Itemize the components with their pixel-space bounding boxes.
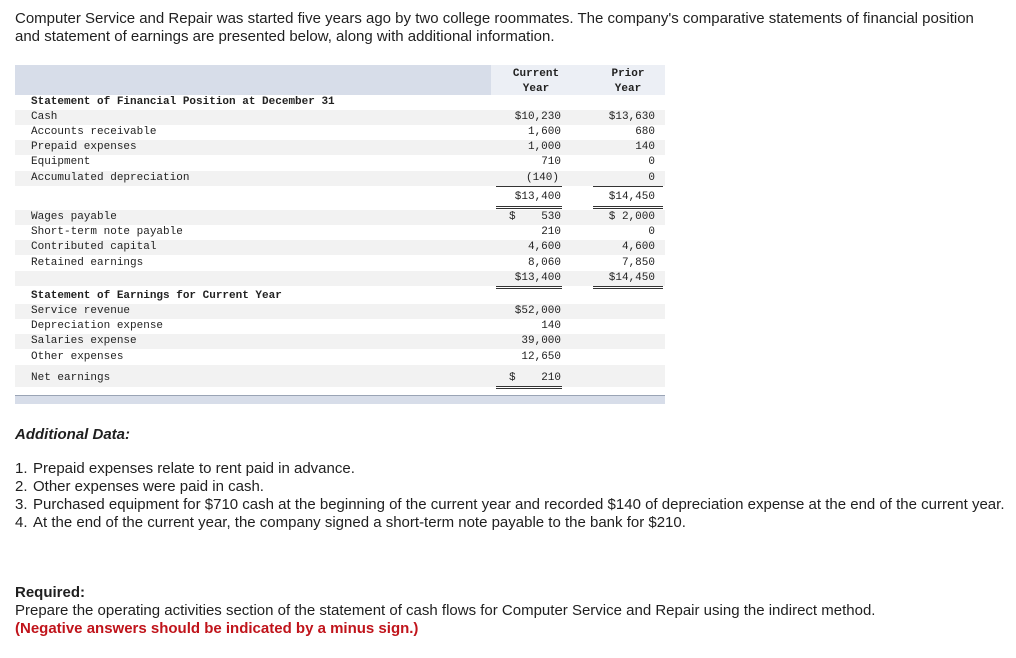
underline bbox=[496, 208, 562, 209]
prior-value: $13,630 bbox=[608, 111, 655, 123]
row-label: Service revenue bbox=[31, 305, 131, 317]
current-value: (140) bbox=[525, 172, 559, 184]
dollar-sign: $ bbox=[509, 372, 516, 384]
sfp-heading-row bbox=[15, 95, 665, 110]
table-row bbox=[15, 171, 665, 186]
table-row bbox=[15, 225, 665, 240]
current-value: 1,600 bbox=[527, 126, 561, 138]
table-row bbox=[15, 110, 665, 125]
underline bbox=[496, 286, 562, 287]
item-text: Other expenses were paid in cash. bbox=[33, 478, 264, 495]
additional-data-heading: Additional Data: bbox=[15, 426, 130, 443]
item-text: At the end of the current year, the company signed a short-term note payable to the bank for $210. bbox=[33, 514, 686, 531]
table-row bbox=[15, 319, 665, 334]
current-value: 1,000 bbox=[527, 141, 561, 153]
list-item bbox=[15, 514, 1005, 532]
table-row bbox=[15, 125, 665, 140]
table-row bbox=[15, 210, 665, 225]
prior-value: 680 bbox=[635, 126, 655, 138]
current-value: 710 bbox=[541, 156, 561, 168]
dollar-sign: $ bbox=[509, 211, 516, 223]
list-item bbox=[15, 478, 1005, 496]
column-header-prior-line2: Year bbox=[614, 83, 642, 95]
prior-value: 4,600 bbox=[621, 241, 655, 253]
current-value: $10,230 bbox=[514, 111, 561, 123]
table-row bbox=[15, 155, 665, 170]
underline bbox=[593, 208, 663, 209]
row-label: Contributed capital bbox=[31, 241, 157, 253]
column-header-current-year bbox=[496, 67, 576, 97]
table-footer-bar bbox=[15, 395, 665, 404]
table-row bbox=[15, 334, 665, 349]
list-item bbox=[15, 496, 1005, 514]
column-header-current-line1: Current bbox=[512, 68, 560, 80]
underline bbox=[593, 186, 663, 187]
prior-value: 0 bbox=[648, 226, 655, 238]
item-number: 4. bbox=[15, 514, 28, 531]
current-value: 530 bbox=[541, 211, 561, 223]
sfp-heading: Statement of Financial Position at December 31 bbox=[31, 96, 335, 108]
financial-statements-table bbox=[15, 65, 665, 405]
row-label: Cash bbox=[31, 111, 58, 123]
total-liabilities-prior: $14,450 bbox=[608, 272, 655, 284]
row-label: Equipment bbox=[31, 156, 91, 168]
additional-data-list bbox=[15, 460, 1005, 532]
prior-value: 0 bbox=[648, 156, 655, 168]
row-label: Accumulated depreciation bbox=[31, 172, 190, 184]
soe-heading: Statement of Earnings for Current Year bbox=[31, 290, 282, 302]
total-liabilities-row bbox=[15, 271, 665, 286]
underline bbox=[496, 386, 562, 387]
column-header-prior-line1: Prior bbox=[611, 68, 645, 80]
net-earnings-row bbox=[15, 365, 665, 387]
row-label: Depreciation expense bbox=[31, 320, 164, 332]
row-label: Accounts receivable bbox=[31, 126, 157, 138]
underline bbox=[593, 286, 663, 287]
current-value: 210 bbox=[541, 372, 561, 384]
item-number: 2. bbox=[15, 478, 28, 495]
total-assets-prior: $14,450 bbox=[608, 191, 655, 203]
row-label: Prepaid expenses bbox=[31, 141, 137, 153]
item-number: 1. bbox=[15, 460, 28, 477]
current-value: 12,650 bbox=[521, 351, 561, 363]
row-label: Short-term note payable bbox=[31, 226, 183, 238]
prior-value: $ 2,000 bbox=[608, 211, 655, 223]
prior-value: 7,850 bbox=[621, 257, 655, 269]
problem-intro: Computer Service and Repair was started five years ago by two college roommates. The company's comparative statements of financial position and statement of earnings are presented below, along with additional information. bbox=[15, 10, 974, 45]
current-value: 39,000 bbox=[521, 335, 561, 347]
negative-answers-note: (Negative answers should be indicated by a minus sign.) bbox=[15, 620, 419, 637]
required-text: Prepare the operating activities section of the statement of cash flows for Computer Service and Repair using the indirect method. bbox=[15, 602, 876, 619]
item-text: Prepaid expenses relate to rent paid in advance. bbox=[33, 460, 355, 477]
list-item bbox=[15, 460, 1005, 478]
current-value: 8,060 bbox=[527, 257, 561, 269]
row-label: Other expenses bbox=[31, 351, 124, 363]
current-value: 210 bbox=[541, 226, 561, 238]
underline bbox=[593, 206, 663, 207]
total-assets-current: $13,400 bbox=[514, 191, 561, 203]
required-heading: Required: bbox=[15, 584, 86, 601]
table-row bbox=[15, 256, 665, 271]
current-value: 4,600 bbox=[527, 241, 561, 253]
table-row bbox=[15, 140, 665, 155]
row-label: Wages payable bbox=[31, 211, 117, 223]
row-label: Net earnings bbox=[31, 372, 111, 384]
underline bbox=[496, 388, 562, 389]
table-row bbox=[15, 304, 665, 319]
table-row bbox=[15, 350, 665, 365]
prior-value: 0 bbox=[648, 172, 655, 184]
underline bbox=[496, 186, 562, 187]
item-number: 3. bbox=[15, 496, 28, 513]
underline bbox=[496, 206, 562, 207]
total-assets-row bbox=[15, 190, 665, 205]
prior-value: 140 bbox=[635, 141, 655, 153]
current-value: 140 bbox=[541, 320, 561, 332]
row-label: Retained earnings bbox=[31, 257, 144, 269]
column-header-current-line2: Year bbox=[522, 83, 550, 95]
row-label: Salaries expense bbox=[31, 335, 137, 347]
soe-heading-row bbox=[15, 289, 665, 304]
column-header-prior-year bbox=[588, 67, 668, 97]
total-liabilities-current: $13,400 bbox=[514, 272, 561, 284]
current-value: $52,000 bbox=[514, 305, 561, 317]
table-row bbox=[15, 240, 665, 255]
item-text: Purchased equipment for $710 cash at the beginning of the current year and recorded $140 of depreciation expense at the end of the current year. bbox=[33, 496, 1005, 513]
